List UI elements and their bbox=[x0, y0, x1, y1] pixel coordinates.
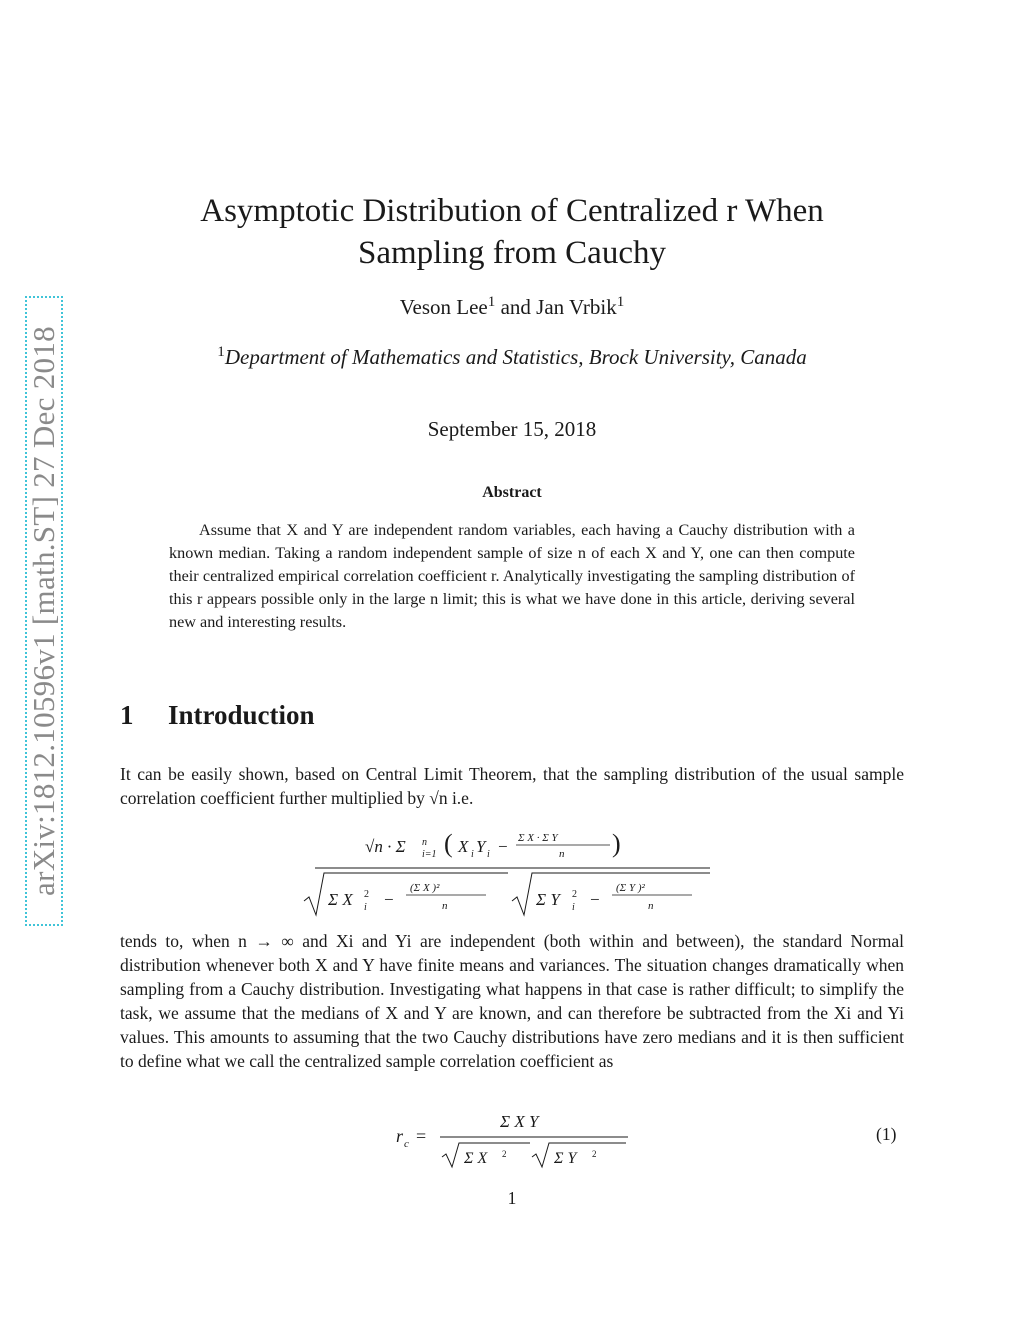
author-separator: and bbox=[495, 295, 537, 319]
author-2-mark: 1 bbox=[616, 294, 625, 310]
svg-text:Σ X · Σ Y: Σ X · Σ Y bbox=[518, 832, 558, 844]
svg-text:Σ Y: Σ Y bbox=[554, 1150, 577, 1167]
page-number: 1 bbox=[507, 1188, 517, 1208]
correlation-formula bbox=[300, 815, 720, 920]
intro-paragraph-2: tends to, when n → ∞ and Xi and Yi are independent (both within and between), the standard Normal distribution whenever both X and Y have finite means and variances. The situation changes dramatically when sampling from a Cauchy distribution. Investigating what happens in that case is rather difficult; to simplify the task, we assume that the medians of X and Y are known, and can therefore be subtracted from the Xi and Yi values. This amounts to assuming that the two Cauchy distributions have zero medians and it is then sufficient to define what we call the centralized sample correlation coefficient as bbox=[120, 931, 904, 1071]
section-heading bbox=[120, 700, 315, 731]
svg-text:(Σ X )²: (Σ X )² bbox=[410, 882, 440, 894]
svg-text:(Σ Y )²: (Σ Y )² bbox=[616, 882, 645, 894]
svg-text:n: n bbox=[559, 848, 565, 860]
svg-text:n: n bbox=[648, 900, 654, 912]
centralized-r-formula bbox=[380, 1105, 640, 1171]
paper-date: September 15, 2018 bbox=[427, 417, 597, 441]
affiliation bbox=[0, 345, 1024, 370]
svg-text:i: i bbox=[487, 849, 490, 860]
arxiv-stamp bbox=[25, 296, 63, 926]
abstract-heading: Abstract bbox=[482, 484, 542, 501]
paper-title bbox=[0, 190, 1024, 274]
svg-text:2: 2 bbox=[502, 1149, 507, 1159]
svg-text:(: ( bbox=[444, 829, 453, 858]
svg-text:Σ Y: Σ Y bbox=[536, 890, 560, 909]
svg-text:): ) bbox=[612, 829, 621, 858]
author-1: Veson Lee bbox=[399, 295, 488, 319]
section-title: Introduction bbox=[168, 700, 315, 730]
abstract-text: Assume that X and Y are independent random variables, each having a Cauchy distribution with a known median. Taking a random independent sample of size n of each X and Y, one can then compute their centralized empirical correlation coefficient r. Analytically investigating the sampling distribution of this r appears possible only in the large n limit; this is what we have done in this article, deriving several new and interesting results. bbox=[169, 521, 855, 631]
authors bbox=[0, 295, 1024, 320]
svg-text:n: n bbox=[442, 900, 448, 912]
svg-text:2: 2 bbox=[592, 1149, 597, 1159]
svg-text:−: − bbox=[590, 890, 600, 909]
title-line-2: Sampling from Cauchy bbox=[358, 235, 666, 271]
svg-text:−: − bbox=[498, 837, 508, 856]
title-line-1: Asymptotic Distribution of Centralized r When bbox=[200, 193, 824, 229]
svg-text:2: 2 bbox=[572, 889, 577, 900]
svg-text:n: n bbox=[422, 837, 427, 848]
svg-text:=: = bbox=[416, 1126, 427, 1146]
affiliation-text: Department of Mathematics and Statistics, Brock University, Canada bbox=[224, 345, 807, 369]
svg-text:Σ X Y: Σ X Y bbox=[500, 1112, 539, 1131]
svg-text:r: r bbox=[396, 1126, 404, 1146]
author-2: Jan Vrbik bbox=[536, 295, 617, 319]
svg-text:−: − bbox=[384, 890, 394, 909]
svg-text:Σ X: Σ X bbox=[328, 890, 353, 909]
svg-text:i: i bbox=[572, 902, 575, 913]
section-number: 1 bbox=[120, 700, 134, 730]
svg-text:Σ X: Σ X bbox=[464, 1150, 488, 1167]
svg-text:i: i bbox=[364, 902, 367, 913]
svg-text:Y: Y bbox=[476, 837, 486, 856]
svg-text:2: 2 bbox=[364, 889, 369, 900]
svg-text:i: i bbox=[471, 849, 474, 860]
svg-text:X: X bbox=[458, 837, 469, 856]
affiliation-mark: 1 bbox=[217, 344, 225, 360]
svg-text:√n · Σ: √n · Σ bbox=[365, 837, 406, 856]
svg-text:i=1: i=1 bbox=[422, 849, 437, 860]
intro-paragraph-1: It can be easily shown, based on Central Limit Theorem, that the sampling distribution of the usual sample correlation coefficient further multiplied by √n i.e. bbox=[120, 764, 904, 808]
equation-number: (1) bbox=[876, 1124, 897, 1144]
svg-text:c: c bbox=[404, 1138, 409, 1150]
arxiv-id: arXiv:1812.10596v1 [math.ST] 27 Dec 2018 bbox=[26, 326, 61, 896]
author-1-mark: 1 bbox=[487, 294, 496, 310]
